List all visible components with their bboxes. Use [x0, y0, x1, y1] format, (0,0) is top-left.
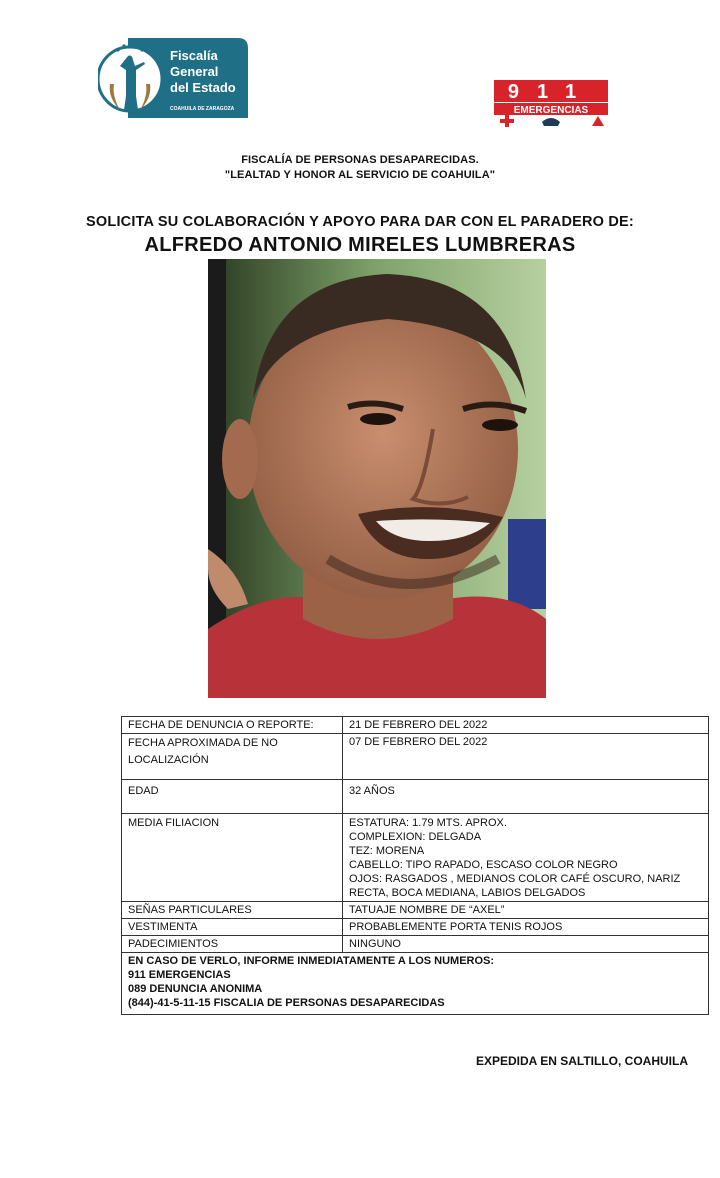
table-row — [122, 919, 709, 936]
contact-line: 089 DENUNCIA ANONIMA — [128, 983, 263, 995]
fiscalia-general-logo — [98, 36, 250, 122]
table-row — [122, 936, 709, 953]
description-line: ESTATURA: 1.79 MTS. APROX. — [349, 817, 507, 829]
description-line: OJOS: RASGADOS , MEDIANOS COLOR CAFÉ OSCURO, NARIZ RECTA, BOCA MEDIANA, LABIOS DELGADOS — [349, 873, 681, 899]
row-value: TATUAJE NOMBRE DE “AXEL” — [343, 902, 709, 919]
row-value: PROBABLEMENTE PORTA TENIS ROJOS — [343, 919, 709, 936]
table-row — [122, 717, 709, 734]
contact-line: EN CASO DE VERLO, INFORME INMEDIATAMENTE A LOS NUMEROS: — [128, 955, 495, 967]
agency-name: FISCALÍA DE PERSONAS DESAPARECIDAS. — [241, 154, 479, 166]
row-label: FECHA APROXIMADA DE NO LOCALIZACIÓN — [122, 734, 343, 780]
contact-line: (844)-41-5-11-15 FISCALIA DE PERSONAS DESAPARECIDAS — [128, 997, 445, 1009]
emergencias-911-logo — [492, 78, 610, 132]
row-value: 21 DE FEBRERO DEL 2022 — [343, 717, 709, 734]
row-value: NINGUNO — [343, 936, 709, 953]
agency-motto: "LEALTAD Y HONOR AL SERVICIO DE COAHUILA" — [224, 169, 496, 181]
row-value-description — [343, 814, 709, 902]
logo-911-number: 911 — [507, 81, 595, 103]
description-line: COMPLEXION: DELGADA — [349, 831, 482, 843]
info-table — [121, 716, 709, 1015]
row-value: 07 DE FEBRERO DEL 2022 — [343, 734, 709, 780]
issued-location: EXPEDIDA EN SALTILLO, COAHUILA — [475, 1054, 688, 1068]
fge-logo-line1: Fiscalía — [170, 48, 218, 63]
table-row — [122, 734, 709, 780]
contact-info — [122, 953, 709, 1015]
contact-line: 911 EMERGENCIAS — [128, 969, 231, 981]
description-line: TEZ: MORENA — [349, 845, 425, 857]
row-label: SEÑAS PARTICULARES — [122, 902, 343, 919]
contact-row — [122, 953, 709, 1015]
fge-logo-line2: General — [170, 64, 219, 79]
table-row — [122, 902, 709, 919]
fge-logo-region: COAHUILA DE ZARAGOZA — [170, 106, 235, 112]
missing-person-photo — [208, 259, 546, 698]
table-row — [122, 814, 709, 902]
row-label: PADECIMIENTOS — [122, 936, 343, 953]
row-label: VESTIMENTA — [122, 919, 343, 936]
missing-person-name: ALFREDO ANTONIO MIRELES LUMBRERAS — [144, 234, 576, 256]
row-label: FECHA DE DENUNCIA O REPORTE: — [122, 717, 343, 734]
fge-logo-line3: del Estado — [170, 80, 236, 95]
row-label: MEDIA FILIACION — [122, 814, 343, 902]
row-value: 32 AÑOS — [343, 780, 709, 814]
logo-911-label: EMERGENCIAS — [513, 105, 589, 116]
request-heading: SOLICITA SU COLABORACIÓN Y APOYO PARA DAR CON EL PARADERO DE: — [86, 214, 634, 230]
table-row — [122, 780, 709, 814]
description-line: CABELLO: TIPO RAPADO, ESCASO COLOR NEGRO — [349, 859, 618, 871]
row-label: EDAD — [122, 780, 343, 814]
